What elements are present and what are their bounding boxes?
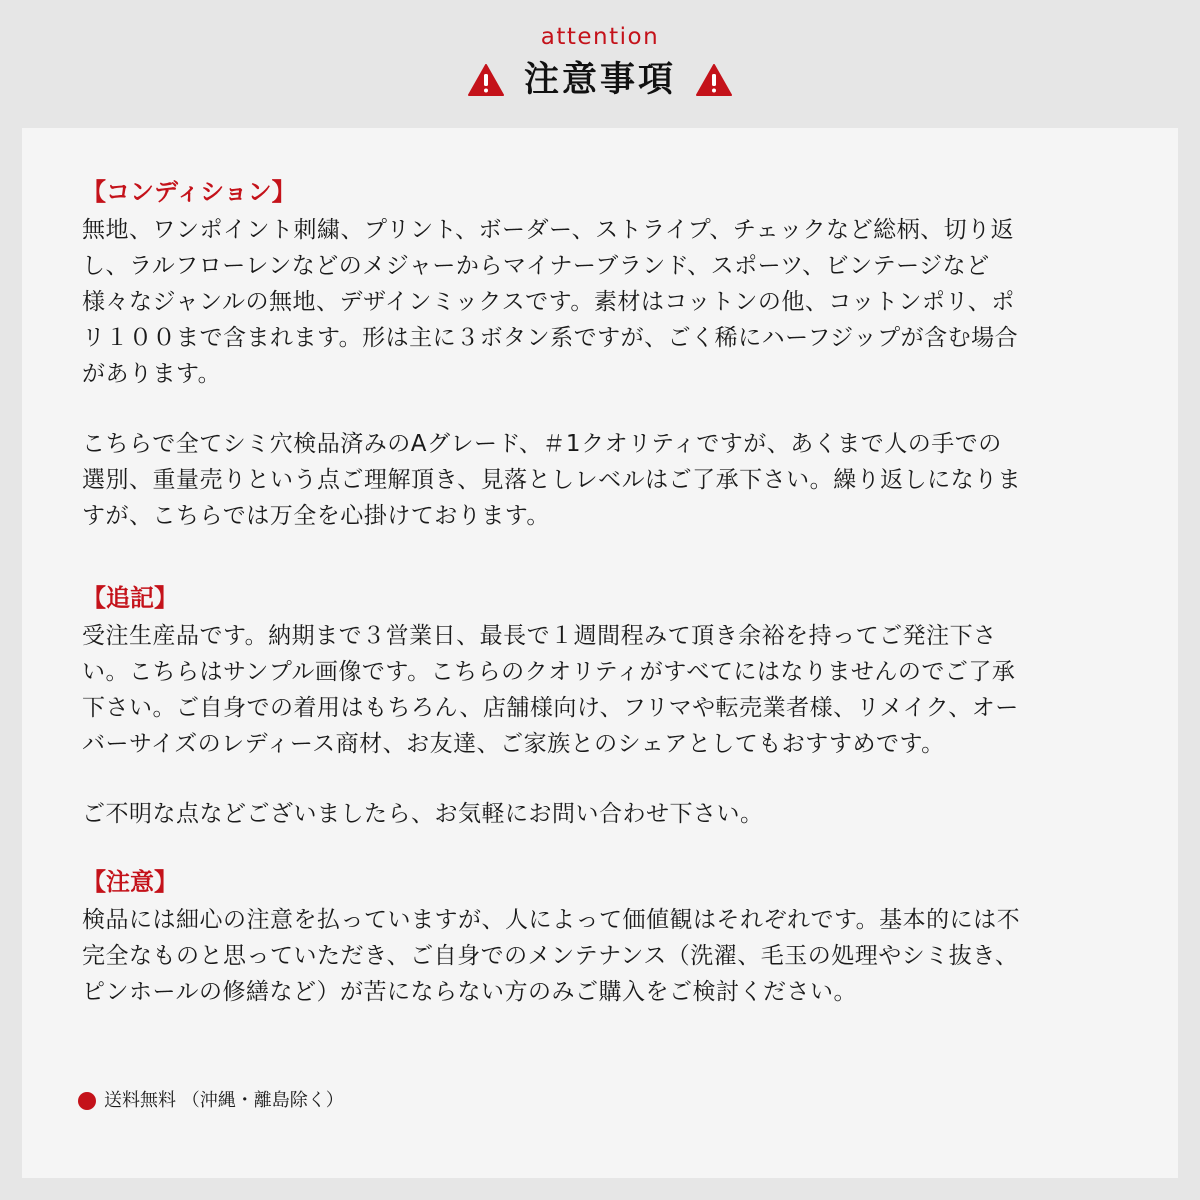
- text-line: 様々なジャンルの無地、デザインミックスです。素材はコットンの他、コットンポリ、ポ: [82, 289, 1015, 315]
- warning-icon: [696, 64, 732, 96]
- paragraph: [82, 796, 1132, 832]
- text-line: リ１００まで含まれます。形は主に３ボタン系ですが、ごく稀にハーフジップが含む場合: [82, 325, 1019, 351]
- header: [0, 0, 1200, 128]
- section-heading-caution: 【注意】: [82, 868, 178, 896]
- warning-icon: [468, 64, 504, 96]
- text-line: こちらで全てシミ穴検品済みのAグレード、＃1クオリティですが、あくまで人の手での: [82, 431, 1002, 457]
- title-row: [0, 56, 1200, 104]
- paragraph: [82, 902, 1132, 1010]
- paragraph: [82, 212, 1132, 392]
- section-heading-condition: 【コンディション】: [82, 178, 296, 206]
- text-line: ご不明な点などございましたら、お気軽にお問い合わせ下さい。: [82, 801, 764, 827]
- text-line: 検品には細心の注意を払っていますが、人によって価値観はそれぞれです。基本的には不: [82, 907, 1021, 933]
- text-line: 受注生産品です。納期まで３営業日、最長で１週間程みて頂き余裕を持ってご発注下さ: [82, 623, 997, 649]
- notice-panel: [22, 128, 1178, 1178]
- shipping-note: [78, 1086, 344, 1116]
- text-line: 完全なものと思っていただき、ご自身でのメンテナンス（洗濯、毛玉の処理やシミ抜き、: [82, 943, 1019, 969]
- text-line: すが、こちらでは万全を心掛けております。: [82, 503, 550, 529]
- attention-subtitle: attention: [540, 24, 660, 50]
- paragraph: [82, 426, 1132, 534]
- text-line: 選別、重量売りという点ご理解頂き、見落としレベルはご了承下さい。繰り返しになりま: [82, 467, 1022, 493]
- page-title: 注意事項: [523, 60, 676, 100]
- text-line: い。こちらはサンプル画像です。こちらのクオリティがすべてにはなりませんのでご了承: [82, 659, 1016, 685]
- paragraph: [82, 618, 1132, 762]
- red-dot-icon: [78, 1092, 96, 1110]
- text-line: バーサイズのレディース商材、お友達、ご家族とのシェアとしてもおすすめです。: [82, 731, 945, 757]
- text-line: 下さい。ご自身での着用はもちろん、店舗様向け、フリマや転売業者様、リメイク、オー: [82, 695, 1019, 721]
- text-line: し、ラルフローレンなどのメジャーからマイナーブランド、スポーツ、ビンテージなど: [82, 253, 990, 279]
- notice-content: [82, 172, 1132, 1010]
- section-heading-addendum: 【追記】: [82, 584, 178, 612]
- text-line: ピンホールの修繕など）が苦にならない方のみご購入をご検討ください。: [82, 979, 858, 1005]
- text-line: があります。: [82, 361, 222, 387]
- shipping-note-text: 送料無料 （沖縄・離島除く）: [104, 1090, 344, 1111]
- text-line: 無地、ワンポイント刺繍、プリント、ボーダー、ストライプ、チェックなど総柄、切り返: [82, 217, 1015, 243]
